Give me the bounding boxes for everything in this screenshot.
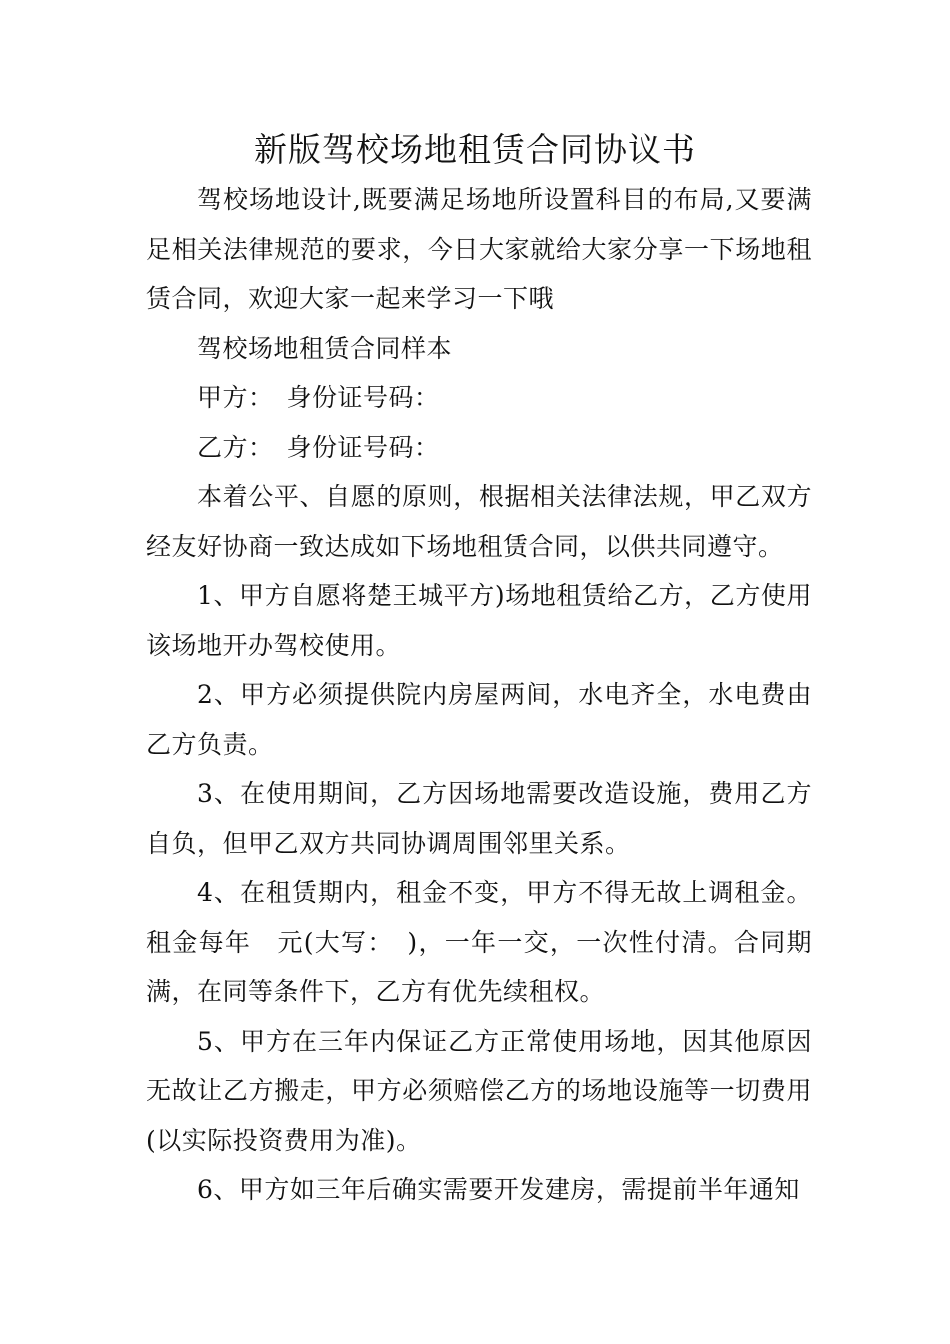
clause-2: 2、甲方必须提供院内房屋两间，水电齐全，水电费由乙方负责。	[146, 680, 812, 759]
clause-3: 3、在使用期间，乙方因场地需要改造设施，费用乙方自负，但甲乙双方共同协调周围邻里关系。	[146, 779, 812, 858]
document-body	[146, 175, 812, 1215]
party-b-line: 乙方： 身份证号码：	[197, 432, 440, 462]
document-title: 新版驾校场地租赁合同协议书	[254, 130, 696, 169]
clause-5: 5、甲方在三年内保证乙方正常使用场地，因其他原因无故让乙方搬走，甲方必须赔偿乙方的场地设施等一切费用(以实际投资费用为准)。	[146, 1026, 812, 1155]
preamble-paragraph: 本着公平、自愿的原则，根据相关法律法规，甲乙双方经友好协商一致达成如下场地租赁合同，以供共同遵守。	[146, 482, 812, 561]
party-a-line: 甲方： 身份证号码：	[197, 383, 440, 412]
clause-4: 4、在租赁期内，租金不变，甲方不得无故上调租金。租金每年 元(大写： )，一年一交，一次性付清。合同期满，在同等条件下，乙方有优先续租权。	[146, 878, 812, 1006]
sample-heading: 驾校场地租赁合同样本	[197, 333, 453, 363]
clause-1: 1、甲方自愿将楚王城平方)场地租赁给乙方，乙方使用该场地开办驾校使用。	[146, 581, 812, 660]
clause-6: 6、甲方如三年后确实需要开发建房，需提前半年通知	[197, 1175, 800, 1204]
intro-paragraph: 驾校场地设计,既要满足场地所设置科目的布局,又要满足相关法律规范的要求，今日大家就给大家分享一下场地租赁合同，欢迎大家一起来学习一下哦	[146, 185, 812, 313]
